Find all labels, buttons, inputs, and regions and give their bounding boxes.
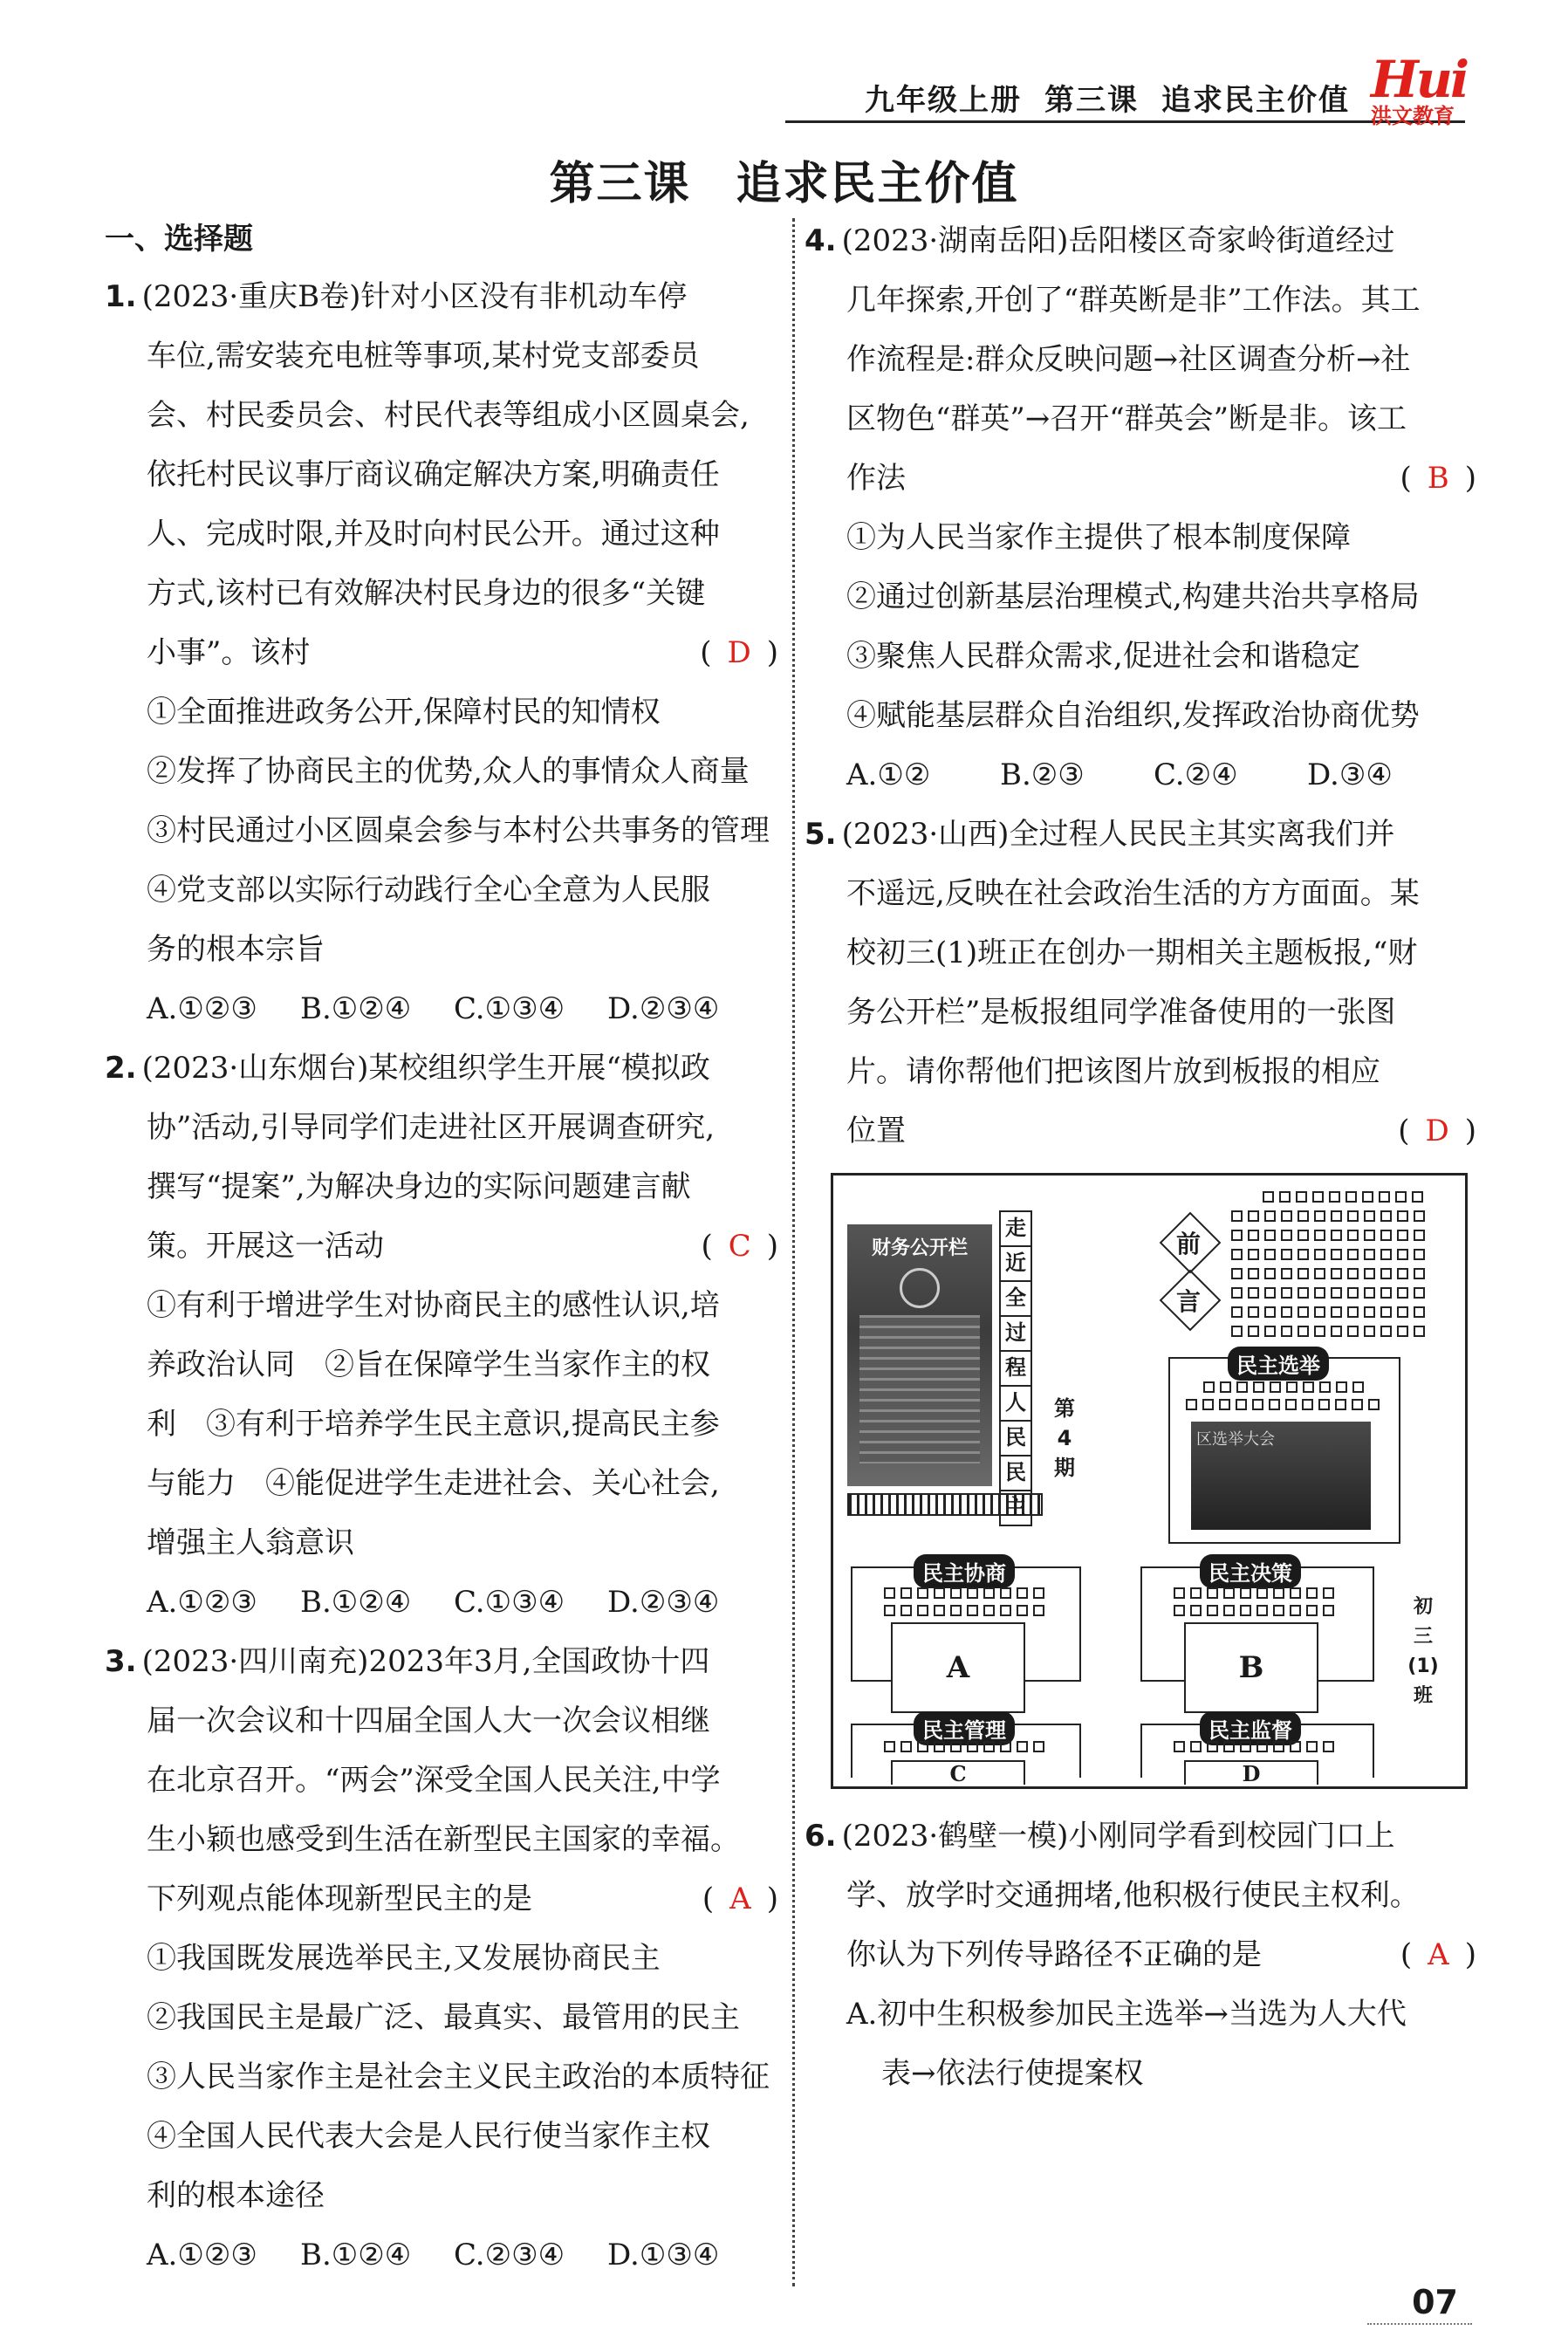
q4-option-d: D.③④ [1307, 757, 1393, 792]
class-char: 三 [1413, 1626, 1433, 1648]
q6-answer-bracket: ( A ) [1400, 1937, 1476, 1972]
q2-line: 撰写“提案”,为解决身边的实际问题建言献 [147, 1169, 691, 1204]
q6-answer: A [1428, 1937, 1449, 1972]
q3-line: 生小颖也感受到生活在新型民主国家的幸福。 [147, 1822, 740, 1857]
q3-option-c: C.②③④ [454, 2238, 565, 2272]
q1-item: 务的根本宗旨 [147, 932, 325, 967]
q2-item: 养政治认同 ②旨在保障学生当家作主的权 [147, 1347, 710, 1382]
q2-option-c: C.①③④ [454, 1585, 565, 1620]
q6-line: (2023·鹤壁一模)小刚同学看到校园门口上 [841, 1819, 1395, 1854]
q6-option-a-cont: 表→依法行使提案权 [881, 2056, 1144, 2091]
q4-answer-bracket: ( B ) [1400, 461, 1476, 496]
blackboard-poster-figure [831, 1173, 1468, 1789]
q4-item: ④赋能基层群众自治组织,发挥政治协商优势 [846, 698, 1420, 733]
q2-answer: C [728, 1229, 751, 1264]
q4-answer: B [1427, 461, 1449, 496]
title-topic: 追求民主价值 [736, 158, 1019, 210]
q2-item: 增强主人翁意识 [147, 1525, 354, 1560]
logo-brand: 洪文教育 [1371, 104, 1455, 128]
q1-line: 方式,该村已有效解决村民身边的很多“关键 [147, 576, 706, 611]
q3-item: 利的根本途径 [147, 2178, 325, 2213]
q2-options [105, 1573, 778, 1632]
q2-item: 与能力 ④能促进学生走进社会、关心社会, [147, 1466, 720, 1501]
q1-item: ③村民通过小区圆桌会参与本村公共事务的管理 [147, 813, 770, 848]
page-number: 07 [1412, 2283, 1458, 2321]
q4-item: ①为人民当家作主提供了根本制度保障 [846, 520, 1351, 555]
q1-number: 1. [105, 279, 137, 314]
q6-option-a: A.初中生积极参加民主选举→当选为人大代 [846, 1997, 1407, 2032]
issue-char: 4 [1057, 1426, 1072, 1450]
section-heading: 一、选择题 [105, 222, 253, 257]
preface-text-row [1231, 1210, 1425, 1222]
q3-line: (2023·四川南充)2023年3月,全国政协十四 [141, 1644, 710, 1679]
emblem-icon [900, 1268, 940, 1308]
q1-line: 小事”。该村 [147, 635, 311, 670]
q6-number: 6. [805, 1819, 837, 1854]
q4-option-b: B.②③ [1000, 757, 1085, 792]
q1-line: 车位,需安装充电桩等事项,某村党支部委员 [147, 339, 700, 374]
tag-election: 民主选举 [1228, 1347, 1329, 1381]
election-text-row [1203, 1381, 1364, 1393]
q5-line: 位置 [846, 1114, 906, 1148]
q2-number: 2. [105, 1051, 137, 1086]
preface-char: 前 [1175, 1230, 1201, 1258]
q2-option-b: B.①②④ [300, 1585, 412, 1620]
notice-sheet [859, 1315, 980, 1463]
q6-emphasis-char: 正 • [1143, 1937, 1173, 1972]
election-text-row [1186, 1399, 1380, 1410]
publisher-logo [1371, 50, 1474, 134]
q5-line: 务公开栏”是板报组同学准备使用的一张图 [846, 995, 1396, 1030]
page-number-rule [1367, 2323, 1472, 2325]
q5-line: 片。请你帮他们把该图片放到板报的相应 [846, 1054, 1380, 1089]
q2-line: 协”活动,引导同学们走进社区开展调查研究, [147, 1110, 715, 1145]
header-topic: 追求民主价值 [1161, 83, 1350, 118]
q4-item: ②通过创新基层治理模式,构建共治共享格局 [846, 579, 1420, 614]
q3-option-a: A.①②③ [147, 2238, 257, 2272]
class-char: 初 [1413, 1596, 1433, 1618]
q2-line: (2023·山东烟台)某校组织学生开展“模拟政 [141, 1051, 710, 1086]
question-5 [805, 805, 1476, 1789]
vertical-char: 走 [999, 1210, 1032, 1247]
q1-option-b: B.①②④ [300, 991, 412, 1026]
tag-management: 民主管理 [914, 1711, 1015, 1745]
preface-text-row [1231, 1287, 1425, 1299]
preface-text-row [1231, 1249, 1425, 1260]
q4-option-c: C.②④ [1154, 757, 1238, 792]
q3-number: 3. [105, 1644, 137, 1679]
q1-option-a: A.①②③ [147, 991, 257, 1026]
header-rule [785, 120, 1465, 123]
question-6 [805, 1806, 1476, 2103]
issue-char: 第 [1054, 1396, 1075, 1421]
q1-item: ②发挥了协商民主的优势,众人的事情众人商量 [147, 754, 750, 789]
q2-option-a: A.①②③ [147, 1585, 257, 1620]
finance-photo-caption: 财务公开栏 [871, 1237, 968, 1259]
q2-item: 利 ③有利于培养学生民主意识,提高民主参 [147, 1407, 720, 1442]
q3-item: ①我国既发展选举民主,又发展协商民主 [147, 1941, 661, 1976]
consultation-text-row [884, 1605, 1044, 1616]
class-char: 班 [1413, 1685, 1433, 1707]
slot-a-box: A [891, 1622, 1025, 1713]
q5-line: 校初三(1)班正在创办一期相关主题板报,“财 [846, 936, 1418, 970]
question-2 [105, 1038, 778, 1632]
title-lesson: 第三课 [549, 158, 691, 210]
q6-stem-post: 的是 [1202, 1937, 1262, 1972]
q4-number: 4. [805, 223, 837, 258]
vertical-char: 民 [999, 1422, 1032, 1457]
q4-line: 作流程是:群众反映问题→社区调查分析→社 [846, 342, 1411, 377]
tag-decision: 民主决策 [1200, 1554, 1301, 1588]
q4-line: 作法 [846, 461, 906, 496]
right-column [805, 218, 1476, 2103]
q3-line: 届一次会议和十四届全国人大一次会议相继 [147, 1703, 710, 1738]
q3-options [105, 2225, 778, 2285]
q3-item: ②我国民主是最广泛、最真实、最管用的民主 [147, 2000, 740, 2035]
q2-option-d: D.②③④ [607, 1585, 720, 1620]
preface-text-row [1231, 1306, 1425, 1318]
election-photo [1191, 1422, 1371, 1530]
vertical-char: 全 [999, 1282, 1032, 1317]
q4-item: ③聚焦人民群众需求,促进社会和谐稳定 [846, 639, 1360, 674]
header-lesson: 第三课 [1044, 83, 1139, 118]
q6-emphasis-char: 不 • [1113, 1937, 1143, 1972]
issue-char: 期 [1054, 1456, 1075, 1480]
slot-d-box: D [1184, 1760, 1318, 1785]
column-divider [792, 218, 795, 2286]
poster-vertical-title [999, 1210, 1032, 1526]
question-4 [805, 211, 1476, 805]
q5-line: (2023·山西)全过程人民民主其实离我们并 [841, 817, 1395, 852]
preface-text-row [1231, 1230, 1425, 1241]
tag-supervision: 民主监督 [1200, 1711, 1301, 1745]
q4-line: 几年探索,开创了“群英断是非”工作法。其工 [846, 283, 1421, 318]
q3-line: 在北京召开。“两会”深受全国人民关注,中学 [147, 1763, 721, 1798]
q5-number: 5. [805, 817, 837, 852]
q1-answer-bracket: ( D ) [700, 635, 778, 670]
q3-answer: A [729, 1881, 751, 1916]
q5-line: 不遥远,反映在社会政治生活的方方面面。某 [846, 876, 1420, 911]
vertical-char: 近 [999, 1247, 1032, 1282]
q3-option-d: D.①③④ [607, 2238, 720, 2272]
q3-line: 下列观点能体现新型民主的是 [147, 1881, 532, 1916]
class-label [1399, 1593, 1448, 1711]
q6-line: 学、放学时交通拥堵,他积极行使民主权利。 [846, 1878, 1420, 1913]
vertical-char: 过 [999, 1317, 1032, 1352]
election-photo-text: 区选举大会 [1196, 1430, 1275, 1449]
q4-option-a: A.①② [846, 757, 931, 792]
q3-option-b: B.①②④ [300, 2238, 412, 2272]
slot-b-box: B [1184, 1622, 1318, 1713]
q3-answer-bracket: ( A ) [702, 1881, 778, 1916]
q4-line: (2023·湖南岳阳)岳阳楼区奇家岭街道经过 [841, 223, 1395, 258]
q6-stem-pre: 你认为下列传导路径 [846, 1937, 1113, 1972]
q1-answer: D [727, 635, 751, 670]
q6-emphasis-char: 确 • [1173, 1937, 1202, 1972]
q2-item: ①有利于增进学生对协商民主的感性认识,培 [147, 1288, 720, 1323]
q5-answer-bracket: ( D ) [1398, 1114, 1476, 1148]
preface-char: 言 [1175, 1287, 1201, 1316]
preface-text-row [1231, 1268, 1425, 1279]
vertical-char: 主 [999, 1491, 1032, 1526]
preface-text-row [1263, 1191, 1423, 1203]
q4-line: 区物色“群英”→召开“群英会”断是非。该工 [846, 401, 1407, 436]
header-grade: 九年级上册 [865, 83, 1022, 118]
management-text-row [884, 1741, 1044, 1752]
q3-item: ③人民当家作主是社会主义民主政治的本质特征 [147, 2060, 770, 2094]
issue-label [1051, 1394, 1078, 1483]
supervision-text-row [1174, 1741, 1334, 1752]
decision-text-row [1174, 1605, 1334, 1616]
q2-line: 策。开展这一活动 [147, 1229, 384, 1264]
tag-consultation: 民主协商 [914, 1554, 1015, 1588]
q5-answer: D [1425, 1114, 1449, 1148]
q1-line: (2023·重庆B卷)针对小区没有非机动车停 [141, 279, 688, 314]
q1-options [105, 979, 778, 1038]
class-char: (1) [1407, 1655, 1439, 1677]
q1-line: 人、完成时限,并及时向村民公开。通过这种 [147, 517, 720, 552]
question-3 [105, 1632, 778, 2285]
header-text [842, 76, 1350, 124]
q1-option-d: D.②③④ [607, 991, 720, 1026]
consultation-text-row [884, 1587, 1044, 1599]
left-column [105, 218, 778, 2285]
q4-options [805, 745, 1476, 805]
decision-text-row [1174, 1587, 1334, 1599]
q1-item: ①全面推进政务公开,保障村民的知情权 [147, 695, 661, 730]
preface-text-row [1231, 1326, 1425, 1337]
q1-line: 会、村民委员会、村民代表等组成小区圆桌会, [147, 398, 750, 433]
q3-item: ④全国人民代表大会是人民行使当家作主权 [147, 2119, 710, 2154]
logo-mark: Hui [1371, 50, 1468, 109]
vertical-char: 民 [999, 1457, 1032, 1491]
q1-option-c: C.①③④ [454, 991, 565, 1026]
page-title [0, 147, 1568, 212]
finance-photo [847, 1224, 992, 1486]
vertical-char: 人 [999, 1387, 1032, 1422]
q1-item: ④党支部以实际行动践行全心全意为人民服 [147, 873, 710, 908]
slot-c-box: C [891, 1760, 1025, 1785]
question-1 [105, 267, 778, 1038]
q2-answer-bracket: ( C ) [701, 1229, 778, 1264]
vertical-char: 程 [999, 1352, 1032, 1387]
q1-line: 依托村民议事厅商议确定解决方案,明确责任 [147, 457, 720, 492]
